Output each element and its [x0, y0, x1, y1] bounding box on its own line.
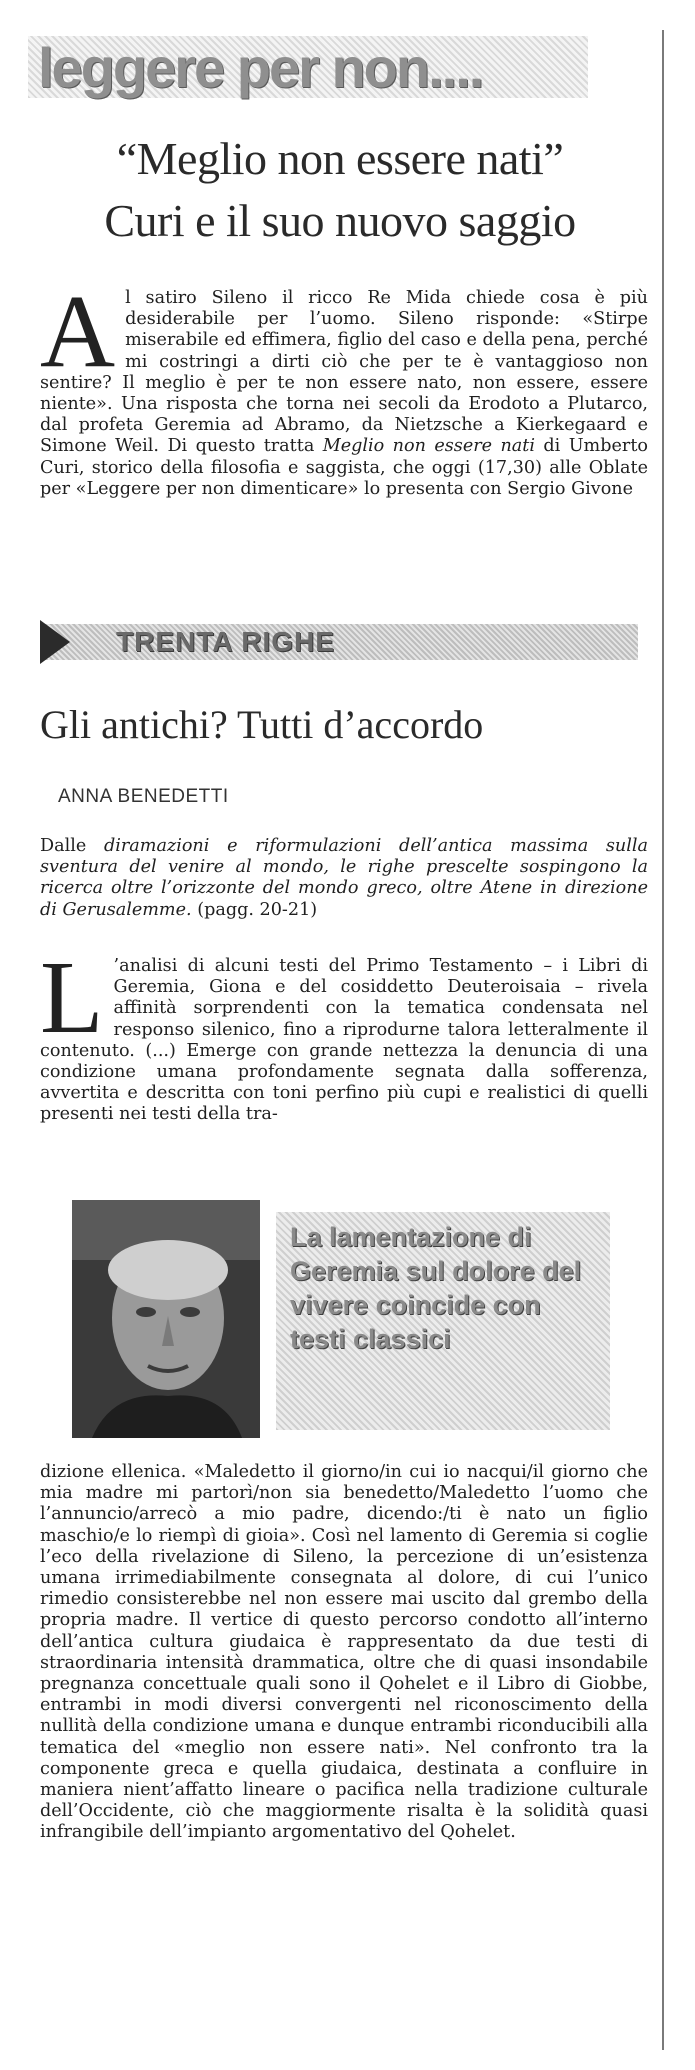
pull-quote: La lamentazione di Geremia sul dolore del vivere coincide con testi classici [276, 1212, 610, 1430]
portrait-image [72, 1200, 260, 1438]
abstract-page-ref: (pagg. 20-21) [191, 899, 318, 920]
article-headline: Gli antichi? Tutti d’accordo [40, 702, 484, 747]
headline-line-1: “Meglio non essere nati” [116, 133, 564, 184]
lead-paragraph [40, 274, 648, 500]
column-divider [662, 30, 664, 2050]
article-body-part-2: dizione ellenica. «Maledetto il giorno/in cui io nacqui/il giorno che mia madre mi partorì/non sia benedetto/Maledetto l’uomo che l’annuncio/arrecò a mio padre, dicendo:/ti è nato un figlio maschio/e lo riempì di gioia». Così nel lamento di Geremia si coglie l’eco della rivelazione di Sileno, la percezione di un’esistenza umana irrimediabilmente consegnata al dolore, di cui l’unico rimedio consisterebbe nel non essere mai uscito dal grembo della propria madre. Il vertice di questo percorso condotto all’interno dell’antica cultura giudaica è rappresentato da due testi di straordinaria intensità drammatica, oltre che di quasi insondabile pregnanza concettuale quali sono il Qohelet e il Libro di Giobbe, entrambi in modi diversi convergenti nel riconoscimento della nullità della condizione umana e dunque entrambi riconducibili alla tematica del «meglio non essere nati». Nel confronto tra la componente greca e quella giudaica, destinata a confluire in maniera nient’affatto lineare o pacifica nella tradizione culturale dell’Occidente, ciò che maggiormente risalta è la solidità quasi infrangibile dell’impianto argomentativo del Qohelet. [40, 1462, 648, 1843]
article-dropcap: L [40, 940, 104, 1055]
main-headline [40, 128, 640, 252]
author-photo [72, 1200, 260, 1438]
rubric-title: TRENTA RIGHE [116, 626, 335, 657]
section-kicker [28, 36, 588, 98]
author-byline: ANNA BENEDETTI [58, 786, 229, 807]
article-text-1: ’analisi di alcuni testi del Primo Testamento – i Libri di Geremia, Giona e del cosiddetto Deuteroisaia – rivela affinità sorprendenti con la tematica condensata nel responso silenico, fino a riprodurne talora letteralmente il contenuto. (...) Emerge con grande nettezza la denuncia di una condizione umana profondamente segnata dalla sofferenza, avvertita e descritta con toni perfino più cupi e realistici di quelli presenti nei testi della tra- [40, 956, 648, 1125]
lead-dropcap: A [40, 274, 116, 389]
book-title: Meglio non essere nati [322, 436, 535, 457]
rubric-arrow-icon [40, 620, 70, 664]
lead-text-start: l satiro Sileno il ricco Re Mida chiede cosa è più desiderabile per l’uomo. Sileno risponde: «Stirpe miserabile ed effimera, figlio del caso e della pena, perché mi costringi a dirti ciò che per te è vantaggioso non sentire? Il meglio è per te non essere nato, non essere, essere niente». Una risposta che torna nei secoli da Erodoto a Plutarco, dal profeta Geremia ad Abramo, da Nietzsche a Kierkegaard e Simone Weil. Di questo tratta [40, 288, 648, 457]
abstract-start: Dalle [40, 836, 104, 856]
section-kicker-text: leggere per non.... [38, 35, 483, 99]
lead-text-end: di Umberto Curi, storico della filosofia e saggista, che oggi (17,30) alle Oblate per «Leggere per non dimenticare» lo presenta con Sergio Givone [40, 436, 648, 499]
article-body-part-1 [40, 940, 648, 1126]
article-abstract [40, 836, 648, 921]
headline-line-2: Curi e il suo nuovo saggio [104, 195, 576, 246]
abstract-italic: diramazioni e riformulazioni dell’antica massima sulla sventura del venire al mondo, le righe prescelte sospingono la ricerca oltre l’orizzonte del mondo greco, oltre Atene in direzione di Gerusalemme. [40, 836, 648, 920]
